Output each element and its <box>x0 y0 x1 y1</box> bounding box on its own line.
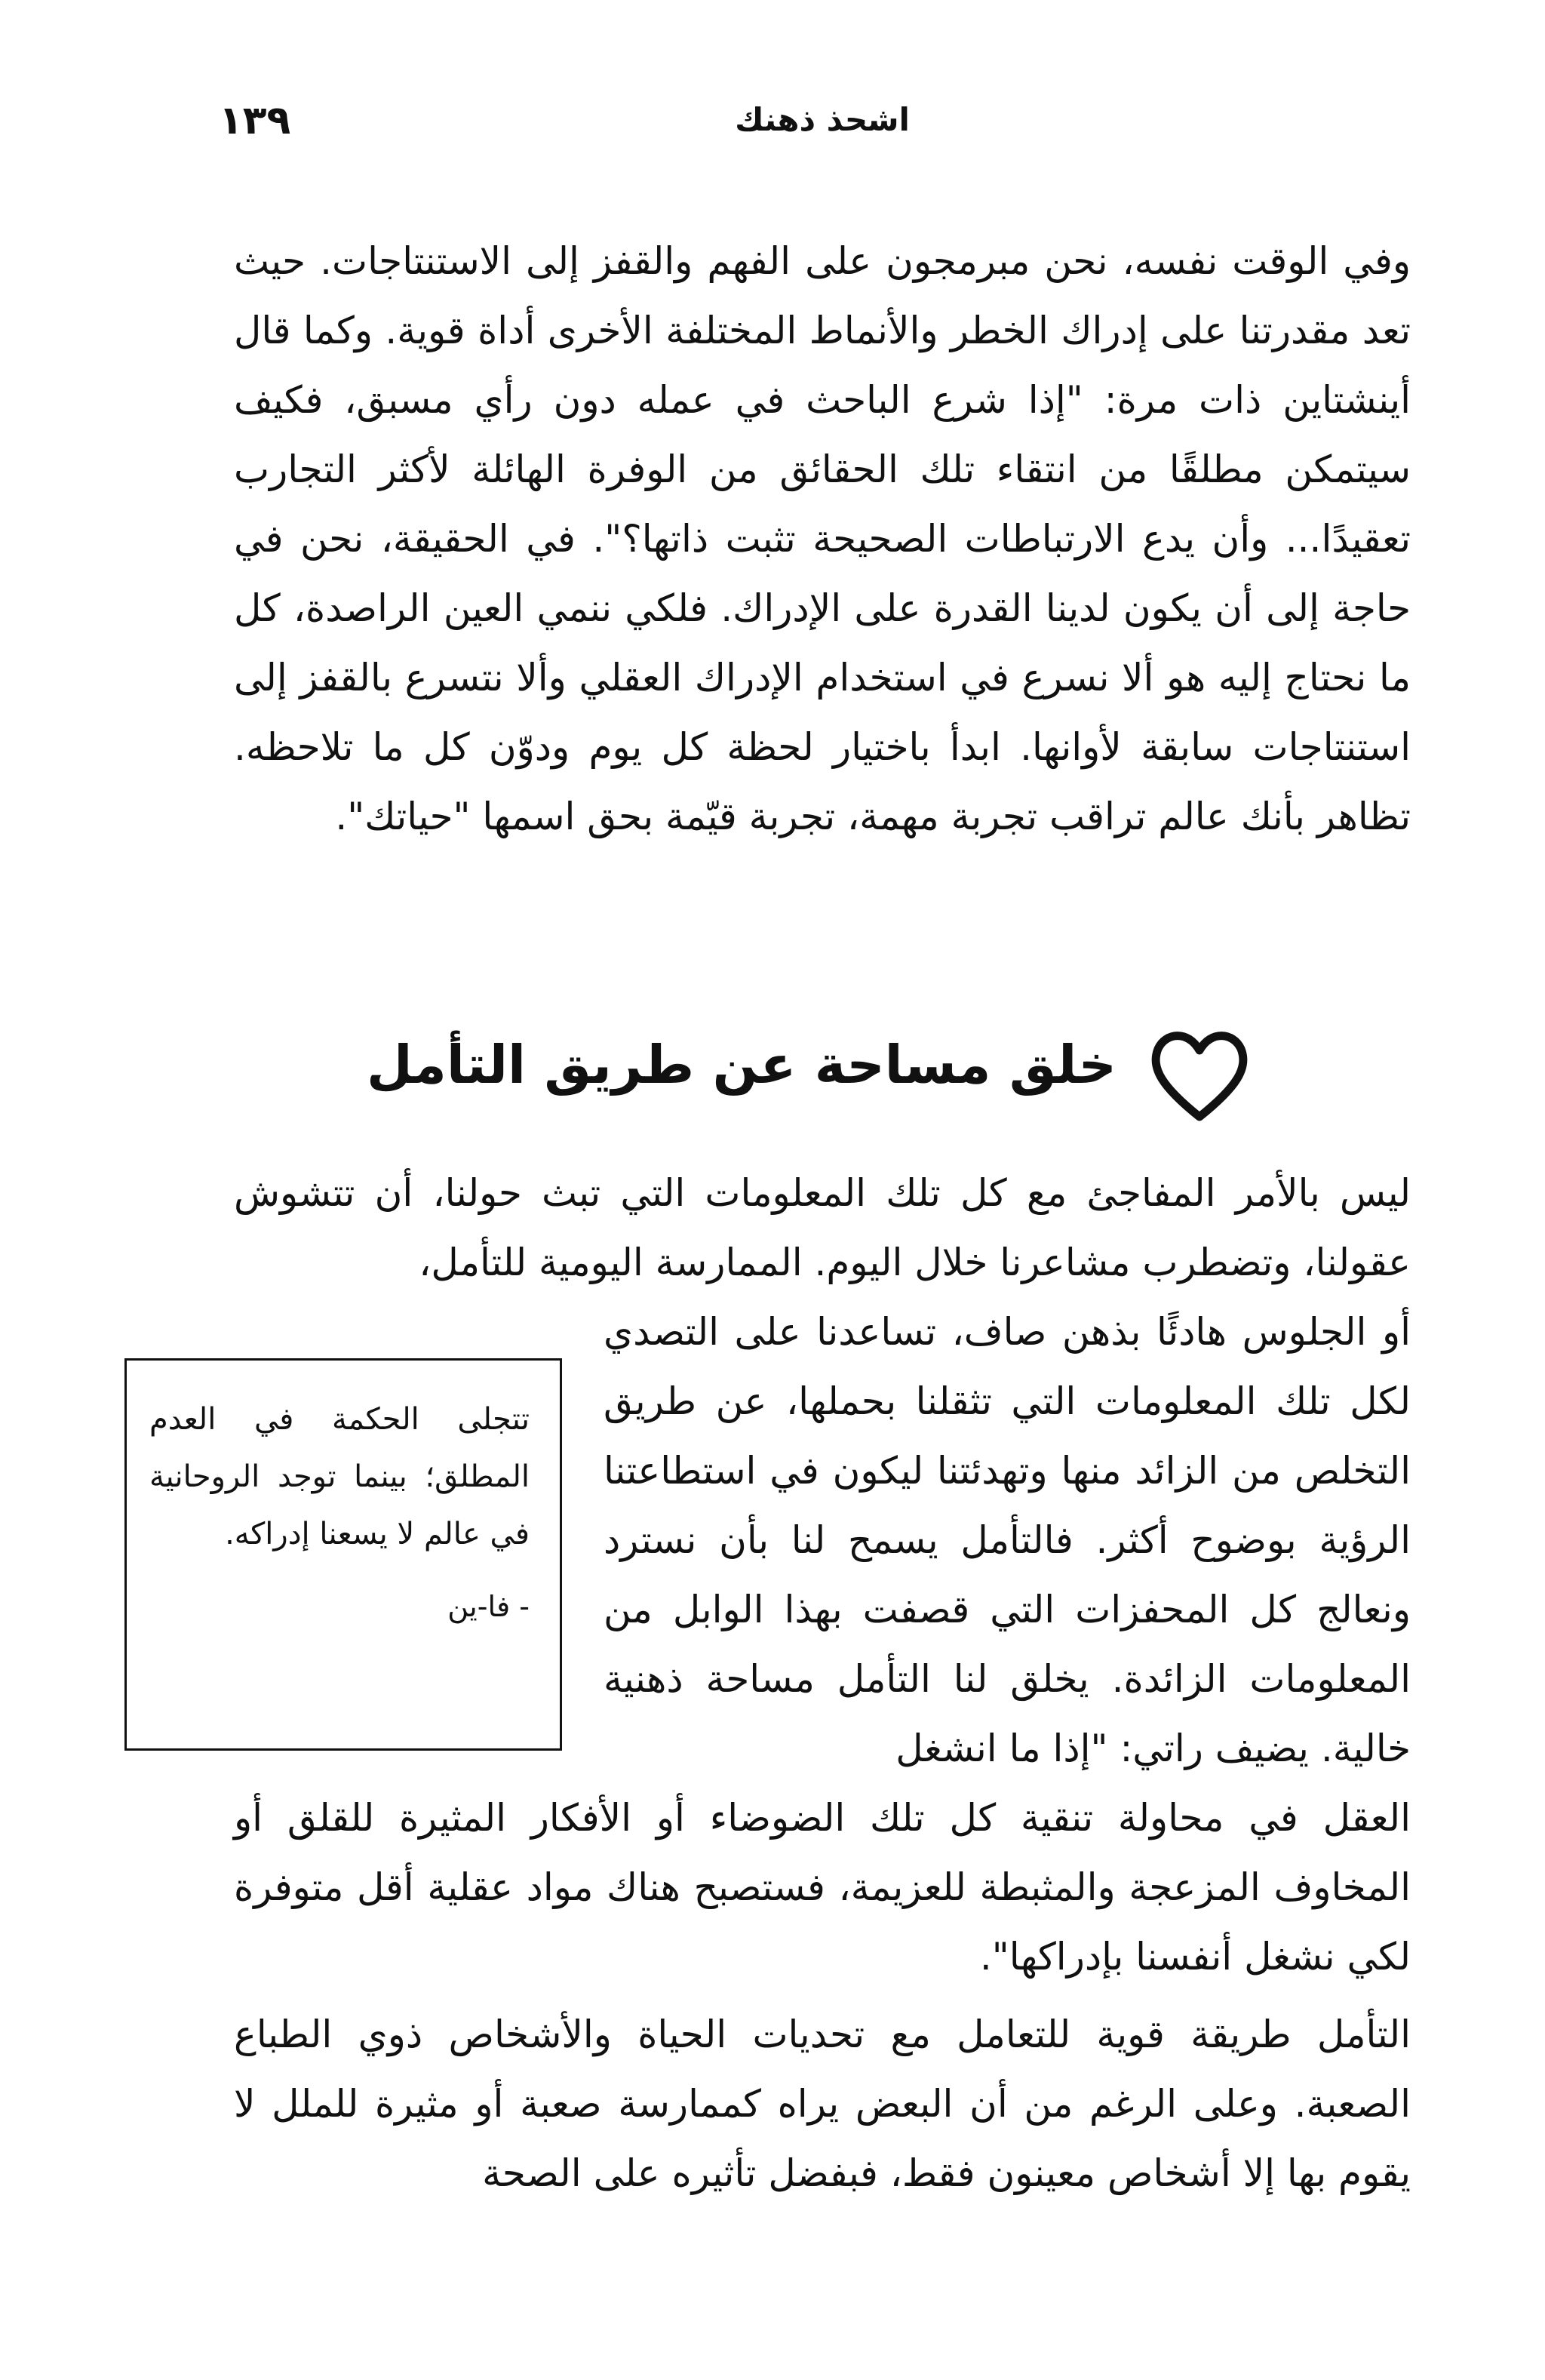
quote-box <box>124 1358 562 1751</box>
section-heading-text: خلق مساحة عن طريق التأمل <box>367 1034 1117 1096</box>
body-paragraph-3: التأمل طريقة قوية للتعامل مع تحديات الحياة والأشخاص ذوي الطباع الصعبة. وعلى الرغم من أن البعض يراه كممارسة صعبة أو مثيرة للملل لا يقوم بها إلا أشخاص معينون فقط، فبفضل تأثيره على الصحة <box>234 2013 1411 2195</box>
body-paragraph-2-narrow: أو الجلوس هادئًا بذهن صاف، تساعدنا على التصدي لكل تلك المعلومات التي تثقلنا بحملها، عن طريق التخلص من الزائد منها وتهدئتنا ليكون في استطاعتنا الرؤية بوضوح أكثر. فالتأمل يسمح لنا بأن نسترد ونعالج كل المحفزات التي قصفت بهذا الوابل من المعلومات الزائدة. يخلق لنا التأمل مساحة ذهنية خالية. يضيف راتي: "إذا ما انشغل <box>604 1310 1411 1770</box>
quote-text: تتجلى الحكمة في العدم المطلق؛ بينما توجد الروحانية في عالم لا يسعنا إدراكه. <box>149 1402 530 1551</box>
quote-author: - فا-ين <box>447 1590 530 1623</box>
body-paragraph-1: وفي الوقت نفسه، نحن مبرمجون على الفهم والقفز إلى الاستنتاجات. حيث تعد مقدرتنا على إدراك الخطر والأنماط المختلفة الأخرى أداة قوية. وكما قال أينشتاين ذات مرة: "إذا شرع الباحث في عمله دون رأي مسبق، فكيف سيتمكن مطلقًا من انتقاء تلك الحقائق من الوفرة الهائلة لأكثر التجارب تعقيدًا... وأن يدع الارتباطات الصحيحة تثبت ذاتها؟". في الحقيقة، نحن في حاجة إلى أن يكون لدينا القدرة على الإدراك. فلكي ننمي العين الراصدة، كل ما نحتاج إليه هو ألا نسرع في استخدام الإدراك العقلي وألا نتسرع بالقفز إلى استنتاجات سابقة لأوانها. ابدأ باختيار لحظة كل يوم ودوّن كل ما تلاحظه. تظاهر بأنك عالم تراقب تجربة مهمة، تجربة قيّمة بحق اسمها "حياتك". <box>234 239 1411 838</box>
body-paragraph-2-bottom: العقل في محاولة تنقية كل تلك الضوضاء أو الأفكار المثيرة للقلق أو المخاوف المزعجة والمثبطة للعزيمة، فستصبح هناك مواد عقلية أقل متوفرة لكي نشغل أنفسنا بإدراكها". <box>234 1796 1411 1979</box>
body-paragraph-2-top: ليس بالأمر المفاجئ مع كل تلك المعلومات التي تبث حولنا، أن تتشوش عقولنا، وتضطرب مشاعرنا خلال اليوم. الممارسة اليومية للتأمل، <box>234 1171 1411 1284</box>
section-heading <box>367 1026 1215 1124</box>
page-header <box>219 98 1403 158</box>
running-title: اشحذ ذهنك <box>735 101 910 138</box>
heart-icon <box>1147 1026 1252 1124</box>
page-number: ١٣٩ <box>219 98 291 143</box>
